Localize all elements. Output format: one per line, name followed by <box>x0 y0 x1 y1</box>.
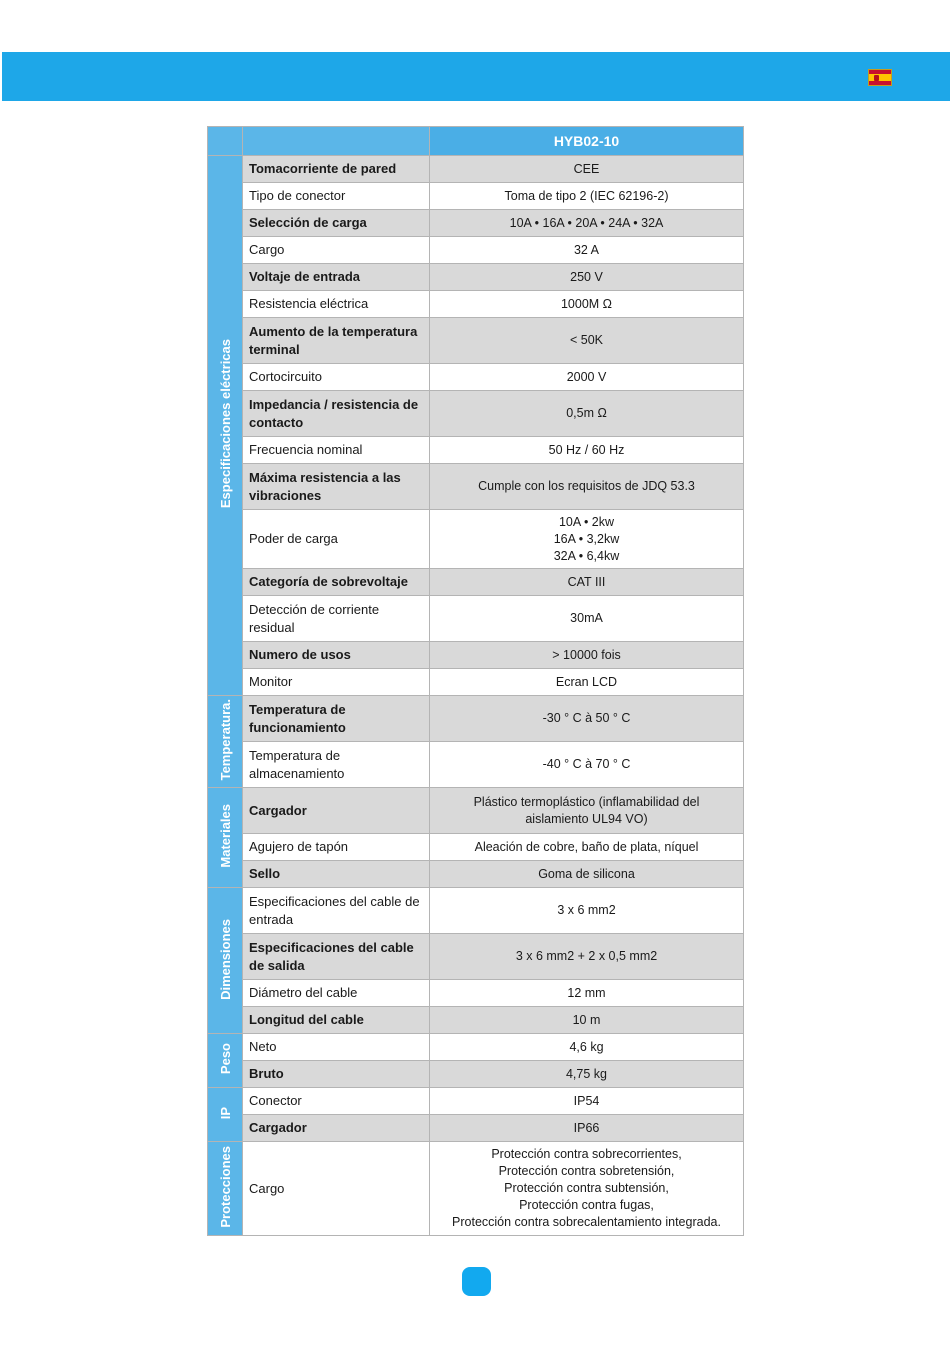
spec-value-line: 30mA <box>570 611 603 625</box>
spec-label: Sello <box>243 861 430 888</box>
spec-value-line: 12 mm <box>567 985 606 1000</box>
spec-value-line: CEE <box>573 161 600 176</box>
table-row <box>208 437 744 464</box>
header-bar <box>2 52 950 101</box>
table-row <box>208 1115 744 1142</box>
spec-value <box>430 1142 744 1236</box>
spec-label: Tipo de conector <box>243 183 430 210</box>
spec-value <box>430 742 744 788</box>
table-row <box>208 1007 744 1034</box>
table-row <box>208 264 744 291</box>
spec-value-line: 2000 V <box>566 369 607 384</box>
spec-value-line: CAT III <box>567 574 606 589</box>
spec-value-line: 32 A <box>573 242 600 257</box>
spec-value-line: < 50K <box>569 333 603 347</box>
spec-value-line: IP54 <box>573 1093 600 1108</box>
spec-value-line: Goma de silicona <box>538 866 635 881</box>
group-label: IP <box>218 1106 233 1120</box>
table-row <box>208 596 744 642</box>
header-corner-cell <box>208 127 243 156</box>
spec-value <box>430 291 744 318</box>
table-row <box>208 156 744 183</box>
spec-label: Monitor <box>243 669 430 696</box>
spec-label: Cortocircuito <box>243 364 430 391</box>
table-row <box>208 788 744 834</box>
table-row <box>208 318 744 364</box>
group-label: Dimensiones <box>218 918 233 1000</box>
spec-value <box>430 834 744 861</box>
spec-label: Cargo <box>243 1142 430 1236</box>
table-row <box>208 980 744 1007</box>
spec-value <box>430 596 744 642</box>
spec-label: Resistencia eléctrica <box>243 291 430 318</box>
spec-value-line: Toma de tipo 2 (IEC 62196-2) <box>504 188 669 203</box>
spec-label: Frecuencia nominal <box>243 437 430 464</box>
spec-label: Categoría de sobrevoltaje <box>243 569 430 596</box>
spec-value-line: Ecran LCD <box>555 674 618 689</box>
table-row <box>208 210 744 237</box>
spec-value <box>430 364 744 391</box>
spec-value <box>430 437 744 464</box>
spec-label: Poder de carga <box>243 510 430 569</box>
group-label: Temperatura. <box>218 699 233 781</box>
table-body <box>208 156 744 1236</box>
spec-label: Longitud del cable <box>243 1007 430 1034</box>
table-row <box>208 1088 744 1115</box>
spec-value <box>430 788 744 834</box>
spec-value <box>430 888 744 934</box>
spec-value-line: 3 x 6 mm2 + 2 x 0,5 mm2 <box>515 949 658 963</box>
spec-value <box>430 696 744 742</box>
spec-value-line: > 10000 fois <box>552 647 621 662</box>
spec-value <box>430 669 744 696</box>
group-label: Especificaciones eléctricas <box>218 339 233 509</box>
spec-label: Cargador <box>243 1115 430 1142</box>
spec-value <box>430 510 744 569</box>
spec-value <box>430 642 744 669</box>
group-label: Materiales <box>218 804 233 868</box>
table-row <box>208 464 744 510</box>
spec-value <box>430 210 744 237</box>
spec-value-line: 4,75 kg <box>565 1066 607 1081</box>
spec-label: Máxima resistencia a las vibraciones <box>243 464 430 510</box>
spec-value <box>430 980 744 1007</box>
spec-value-line: aislamiento UL94 VO) <box>525 811 648 826</box>
spec-value-line: Aleación de cobre, baño de plata, níquel <box>474 839 699 854</box>
spec-value-line: Protección contra subtensión, <box>504 1181 669 1195</box>
spec-value-line: 50 Hz / 60 Hz <box>548 442 625 457</box>
spec-value-line: 10A • 16A • 20A • 24A • 32A <box>509 215 664 230</box>
spain-flag-icon[interactable] <box>868 69 892 86</box>
table-row <box>208 888 744 934</box>
spec-value-line: 10A • 2kw <box>558 514 615 529</box>
table-row <box>208 696 744 742</box>
spec-value-line: -30 ° C à 50 ° C <box>542 711 631 725</box>
spec-value-line: 10 m <box>572 1012 601 1027</box>
spec-value-line: Protección contra fugas, <box>519 1198 654 1212</box>
table-row <box>208 391 744 437</box>
header-blank-cell <box>243 127 430 156</box>
spec-value <box>430 1115 744 1142</box>
spec-label: Cargo <box>243 237 430 264</box>
spec-value <box>430 934 744 980</box>
table-row <box>208 642 744 669</box>
spec-value-line: 0,5m Ω <box>566 406 607 420</box>
spec-label: Especificaciones del cable de entrada <box>243 888 430 934</box>
spec-label: Numero de usos <box>243 642 430 669</box>
spec-value <box>430 237 744 264</box>
spec-label: Selección de carga <box>243 210 430 237</box>
group-label: Protecciones <box>218 1146 233 1228</box>
model-name: HYB02-10 <box>430 127 744 156</box>
spec-value-line: IP66 <box>573 1120 600 1135</box>
page-number-badge <box>462 1267 491 1296</box>
table-row <box>208 1142 744 1236</box>
spec-value <box>430 264 744 291</box>
table-row <box>208 742 744 788</box>
table-header-row <box>208 127 744 156</box>
spec-value <box>430 1088 744 1115</box>
spec-value <box>430 464 744 510</box>
spec-value-line: 16A • 3,2kw <box>553 531 620 546</box>
spec-value <box>430 318 744 364</box>
spec-value <box>430 1034 744 1061</box>
specifications-table <box>207 126 744 1236</box>
spec-value-line: 4,6 kg <box>569 1039 604 1054</box>
spec-value <box>430 569 744 596</box>
spec-label: Especificaciones del cable de salida <box>243 934 430 980</box>
spec-value-line: 250 V <box>570 269 603 284</box>
spec-value <box>430 1007 744 1034</box>
spec-value-line: 3 x 6 mm2 <box>557 903 616 917</box>
spec-label: Voltaje de entrada <box>243 264 430 291</box>
table-row <box>208 669 744 696</box>
table-row <box>208 861 744 888</box>
table-row <box>208 1034 744 1061</box>
group-label-cell <box>208 1088 243 1142</box>
spec-label: Aumento de la temperatura terminal <box>243 318 430 364</box>
group-label: Peso <box>218 1043 233 1075</box>
spec-label: Agujero de tapón <box>243 834 430 861</box>
spec-label: Temperatura de funcionamiento <box>243 696 430 742</box>
spec-label: Neto <box>243 1034 430 1061</box>
spec-value <box>430 391 744 437</box>
group-label-cell <box>208 1034 243 1088</box>
spec-label: Cargador <box>243 788 430 834</box>
table-row <box>208 291 744 318</box>
spec-value <box>430 156 744 183</box>
spec-label: Tomacorriente de pared <box>243 156 430 183</box>
table-row <box>208 510 744 569</box>
spec-value-line: Cumple con los requisitos de JDQ 53.3 <box>478 479 695 493</box>
spec-label: Detección de corriente residual <box>243 596 430 642</box>
spec-label: Temperatura de almacenamiento <box>243 742 430 788</box>
spec-label: Diámetro del cable <box>243 980 430 1007</box>
spec-value-line: -40 ° C à 70 ° C <box>542 757 631 771</box>
table-row <box>208 183 744 210</box>
group-label-cell <box>208 788 243 888</box>
table-row <box>208 237 744 264</box>
table-row <box>208 569 744 596</box>
table-row <box>208 934 744 980</box>
spec-value-line: Plástico termoplástico (inflamabilidad del <box>473 794 700 809</box>
spec-label: Bruto <box>243 1061 430 1088</box>
spec-label: Conector <box>243 1088 430 1115</box>
group-label-cell <box>208 888 243 1034</box>
spec-label: Impedancia / resistencia de contacto <box>243 391 430 437</box>
spec-value-line: Protección contra sobrecorrientes, <box>491 1147 682 1161</box>
spec-value <box>430 183 744 210</box>
spec-value <box>430 861 744 888</box>
group-label-cell <box>208 696 243 788</box>
table-row <box>208 364 744 391</box>
group-label-cell <box>208 1142 243 1236</box>
spec-value-line: 32A • 6,4kw <box>553 548 620 563</box>
table-row <box>208 1061 744 1088</box>
spec-value <box>430 1061 744 1088</box>
group-label-cell <box>208 156 243 696</box>
table-row <box>208 834 744 861</box>
spec-value-line: Protección contra sobrecalentamiento integrada. <box>452 1215 721 1229</box>
spec-value-line: Protección contra sobretensión, <box>498 1164 675 1178</box>
spec-value-line: 1000M Ω <box>560 296 613 311</box>
